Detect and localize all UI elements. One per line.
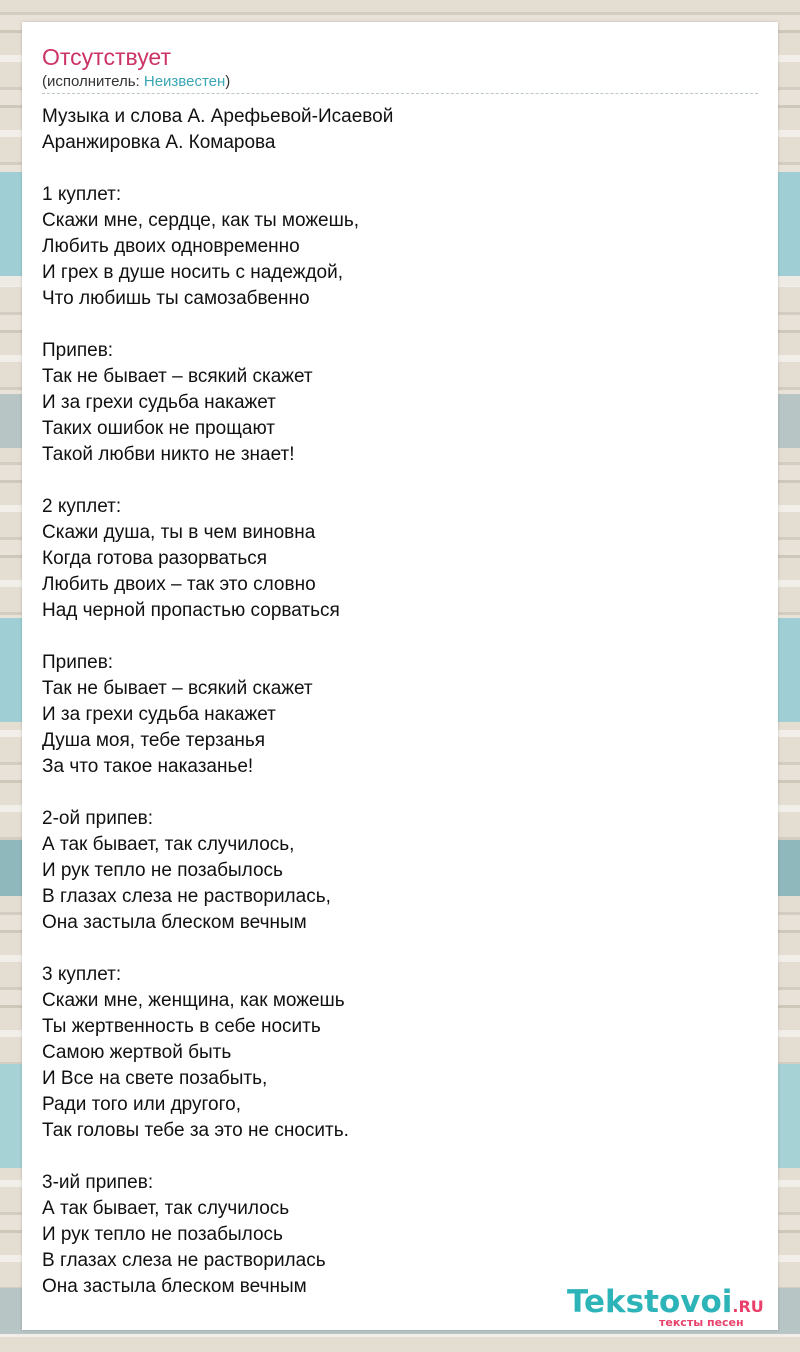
lyric-blank-line [42, 936, 758, 962]
lyric-blank-line [42, 468, 758, 494]
artist-suffix: ) [225, 73, 231, 90]
lyrics-text [42, 104, 758, 1300]
lyric-line: Припев: [42, 652, 114, 673]
lyric-blank-line [42, 156, 758, 182]
lyric-line: Такой любви никто не знает! [42, 444, 295, 465]
lyric-line: Любить двоих – так это словно [42, 574, 316, 595]
logo-main-text: Tekstovoi [567, 1284, 733, 1320]
site-logo[interactable] [567, 1284, 777, 1330]
lyric-line: И Все на свете позабыть, [42, 1068, 268, 1089]
lyric-line: Над черной пропастью сорваться [42, 600, 340, 621]
lyric-line: Скажи душа, ты в чем виновна [42, 522, 316, 543]
lyric-line: А так бывает, так случилось [42, 1198, 290, 1219]
lyric-line: Что любишь ты самозабвенно [42, 288, 310, 309]
artist-prefix: (исполнитель: [42, 73, 144, 90]
lyric-line: 2 куплет: [42, 496, 122, 517]
lyric-line: Скажи мне, женщина, как можешь [42, 990, 345, 1011]
lyric-line: И грех в душе носить с надеждой, [42, 262, 343, 283]
lyrics-card [22, 22, 778, 1330]
lyric-line: Так не бывает – всякий скажет [42, 366, 313, 387]
lyric-line: Так головы тебе за это не сносить. [42, 1120, 349, 1141]
song-title: Отсутствует [42, 44, 171, 70]
lyric-line: Она застыла блеском вечным [42, 1276, 307, 1297]
lyric-line: За что такое наказанье! [42, 756, 254, 777]
lyric-line: В глазах слеза не растворилась [42, 1250, 326, 1271]
lyric-line: Так не бывает – всякий скажет [42, 678, 313, 699]
lyric-line: Ради того или другого, [42, 1094, 241, 1115]
lyric-line: Таких ошибок не прощают [42, 418, 275, 439]
lyric-line: И за грехи судьба накажет [42, 392, 276, 413]
lyric-line: 1 куплет: [42, 184, 122, 205]
lyric-line: Музыка и слова А. Арефьевой-Исаевой [42, 106, 394, 127]
logo-tagline: тексты песен [659, 1316, 744, 1329]
lyric-line: Любить двоих одновременно [42, 236, 300, 257]
lyric-line: 3-ий припев: [42, 1172, 154, 1193]
lyric-line: Ты жертвенность в себе носить [42, 1016, 321, 1037]
lyric-line: Аранжировка А. Комарова [42, 132, 276, 153]
lyric-blank-line [42, 624, 758, 650]
lyric-line: 2-ой припев: [42, 808, 154, 829]
lyric-line: 3 куплет: [42, 964, 122, 985]
lyric-line: Припев: [42, 340, 114, 361]
lyric-line: И рук тепло не позабылось [42, 860, 283, 881]
lyric-line: В глазах слеза не растворилась, [42, 886, 331, 907]
lyric-line: Самою жертвой быть [42, 1042, 232, 1063]
lyric-blank-line [42, 1144, 758, 1170]
lyric-blank-line [42, 780, 758, 806]
lyric-line: Скажи мне, сердце, как ты можешь, [42, 210, 360, 231]
lyric-line: Душа моя, тебе терзанья [42, 730, 266, 751]
logo-tld: .RU [732, 1297, 764, 1316]
divider [42, 93, 758, 94]
lyric-line: А так бывает, так случилось, [42, 834, 295, 855]
artist-line [42, 73, 230, 91]
lyric-line: Когда готова разорваться [42, 548, 268, 569]
lyric-blank-line [42, 312, 758, 338]
lyric-line: Она застыла блеском вечным [42, 912, 307, 933]
lyric-line: И рук тепло не позабылось [42, 1224, 283, 1245]
lyric-line: И за грехи судьба накажет [42, 704, 276, 725]
artist-link[interactable]: Неизвестен [143, 73, 226, 90]
